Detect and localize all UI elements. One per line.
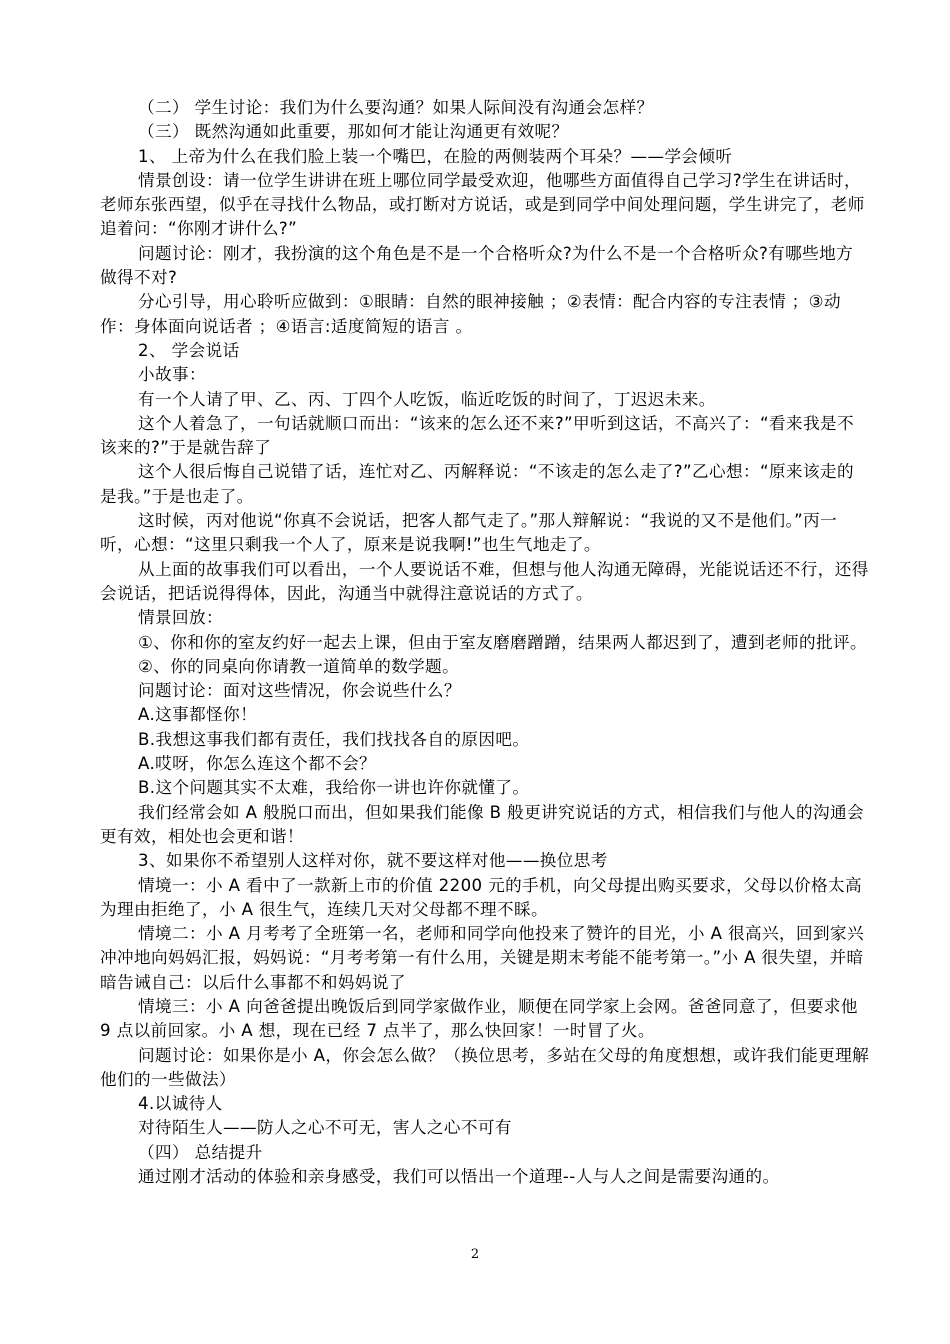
paragraph: 情境三：小 A 向爸爸提出晚饭后到同学家做作业，顺便在同学家上会网。爸爸同意了，但要求他 9 点以前回家。小 A 想，现在已经 7 点半了，那么快回家！一时冒了火。 xyxy=(100,996,864,1041)
paragraph: 小故事： xyxy=(138,365,206,385)
paragraph: ②、你的同桌向你请教一道简单的数学题。 xyxy=(138,656,460,676)
paragraph: ①、你和你的室友约好一起去上课，但由于室友磨磨蹭蹭，结果两人都迟到了，遭到老师的批评。 xyxy=(138,632,868,652)
paragraph: （四） 总结提升 xyxy=(138,1142,263,1162)
paragraph: 我们经常会如 A 般脱口而出，但如果我们能像 B 般更讲究说话的方式，相信我们与他人的沟通会更有效，相处也会更和谐！ xyxy=(100,802,864,846)
paragraph: （二） 学生讨论：我们为什么要沟通？如果人际间没有沟通会怎样？ xyxy=(138,98,654,117)
paragraph: 情境二：小 A 月考考了全班第一名，老师和同学向他投来了赞许的目光，小 A 很高兴，回到家兴冲冲地向妈妈汇报，妈妈说：“月考考第一有什么用，关键是期末考能不能考第一。”小 A 很失望，并暗暗告诫自己：以后什么事都不和妈妈说了 xyxy=(100,924,864,992)
paragraph: B.我想这事我们都有责任，我们找找各自的原因吧。 xyxy=(138,729,530,749)
paragraph: 问题讨论：如果你是小 A，你会怎么做？（换位思考，多站在父母的角度想想，或许我们能更理解他们的一些做法） xyxy=(100,1045,870,1089)
paragraph: 这个人着急了，一句话就顺口而出：“该来的怎么还不来?”甲听到这话，不高兴了：“看来我是不该来的?”于是就告辞了 xyxy=(100,413,854,458)
paragraph: 从上面的故事我们可以看出，一个人要说话不难，但想与他人沟通无障碍，光能说话还不行，还得会说话，把话说得得体，因此，沟通当中就得注意说话的方式了。 xyxy=(100,559,869,603)
body-text xyxy=(100,96,870,1189)
paragraph: 问题讨论：面对这些情况，你会说些什么？ xyxy=(138,681,461,701)
paragraph: 通过刚才活动的体验和亲身感受，我们可以悟出一个道理--人与人之间是需要沟通的。 xyxy=(138,1167,780,1187)
paragraph: 4.以诚待人 xyxy=(138,1094,223,1114)
paragraph: 情景创设：请一位学生讲讲在班上哪位同学最受欢迎，他哪些方面值得自己学习?学生在讲话时，老师东张西望，似乎在寻找什么物品，或打断对方说话，或是到同学中间处理问题，学生讲完了，老师追着问：“你刚才讲什么?” xyxy=(100,170,865,239)
paragraph: A.这事都怪你！ xyxy=(138,705,258,725)
paragraph: 这时候，丙对他说“你真不会说话，把客人都气走了。”那人辩解说：“我说的又不是他们。”丙一听，心想：“这里只剩我一个人了，原来是说我啊!”也生气地走了。 xyxy=(100,511,838,555)
paragraph: B.这个问题其实不太难，我给你一讲也许你就懂了。 xyxy=(138,778,530,798)
paragraph: 1、 上帝为什么在我们脸上装一个嘴巴，在脸的两侧装两个耳朵？——学会倾听 xyxy=(138,146,733,166)
paragraph: 问题讨论：刚才，我扮演的这个角色是不是一个合格听众?为什么不是一个合格听众?有哪些地方做得不对? xyxy=(100,243,854,288)
paragraph: 这个人很后悔自己说错了话，连忙对乙、丙解释说：“不该走的怎么走了?”乙心想：“原来该走的是我。”于是也走了。 xyxy=(100,462,854,506)
paragraph: 2、 学会说话 xyxy=(138,340,240,360)
paragraph: A.哎呀，你怎么连这个都不会？ xyxy=(138,754,377,774)
paragraph: 对待陌生人——防人之心不可无，害人之心不可有 xyxy=(138,1118,512,1138)
paragraph: 有一个人请了甲、乙、丙、丁四个人吃饭，临近吃饭的时间了，丁迟迟未来。 xyxy=(138,389,716,409)
paragraph: （三） 既然沟通如此重要，那如何才能让沟通更有效呢？ xyxy=(138,122,569,142)
paragraph: 情境一：小 A 看中了一款新上市的价值 2200 元的手机，向父母提出购买要求，父母以价格太高为理由拒绝了，小 A 很生气，连续几天对父母都不理不睬。 xyxy=(100,875,863,919)
paragraph: 3、如果你不希望别人这样对你，就不要这样对他——换位思考 xyxy=(138,851,608,871)
page-number: 2 xyxy=(470,1247,480,1262)
paragraph: 分心引导，用心聆听应做到：①眼睛：自然的眼神接触 ；②表情：配合内容的专注表情 ；③动作：身体面向说话者 ；④语言:适度简短的语言 。 xyxy=(100,292,841,336)
paragraph: 情景回放： xyxy=(138,608,223,628)
